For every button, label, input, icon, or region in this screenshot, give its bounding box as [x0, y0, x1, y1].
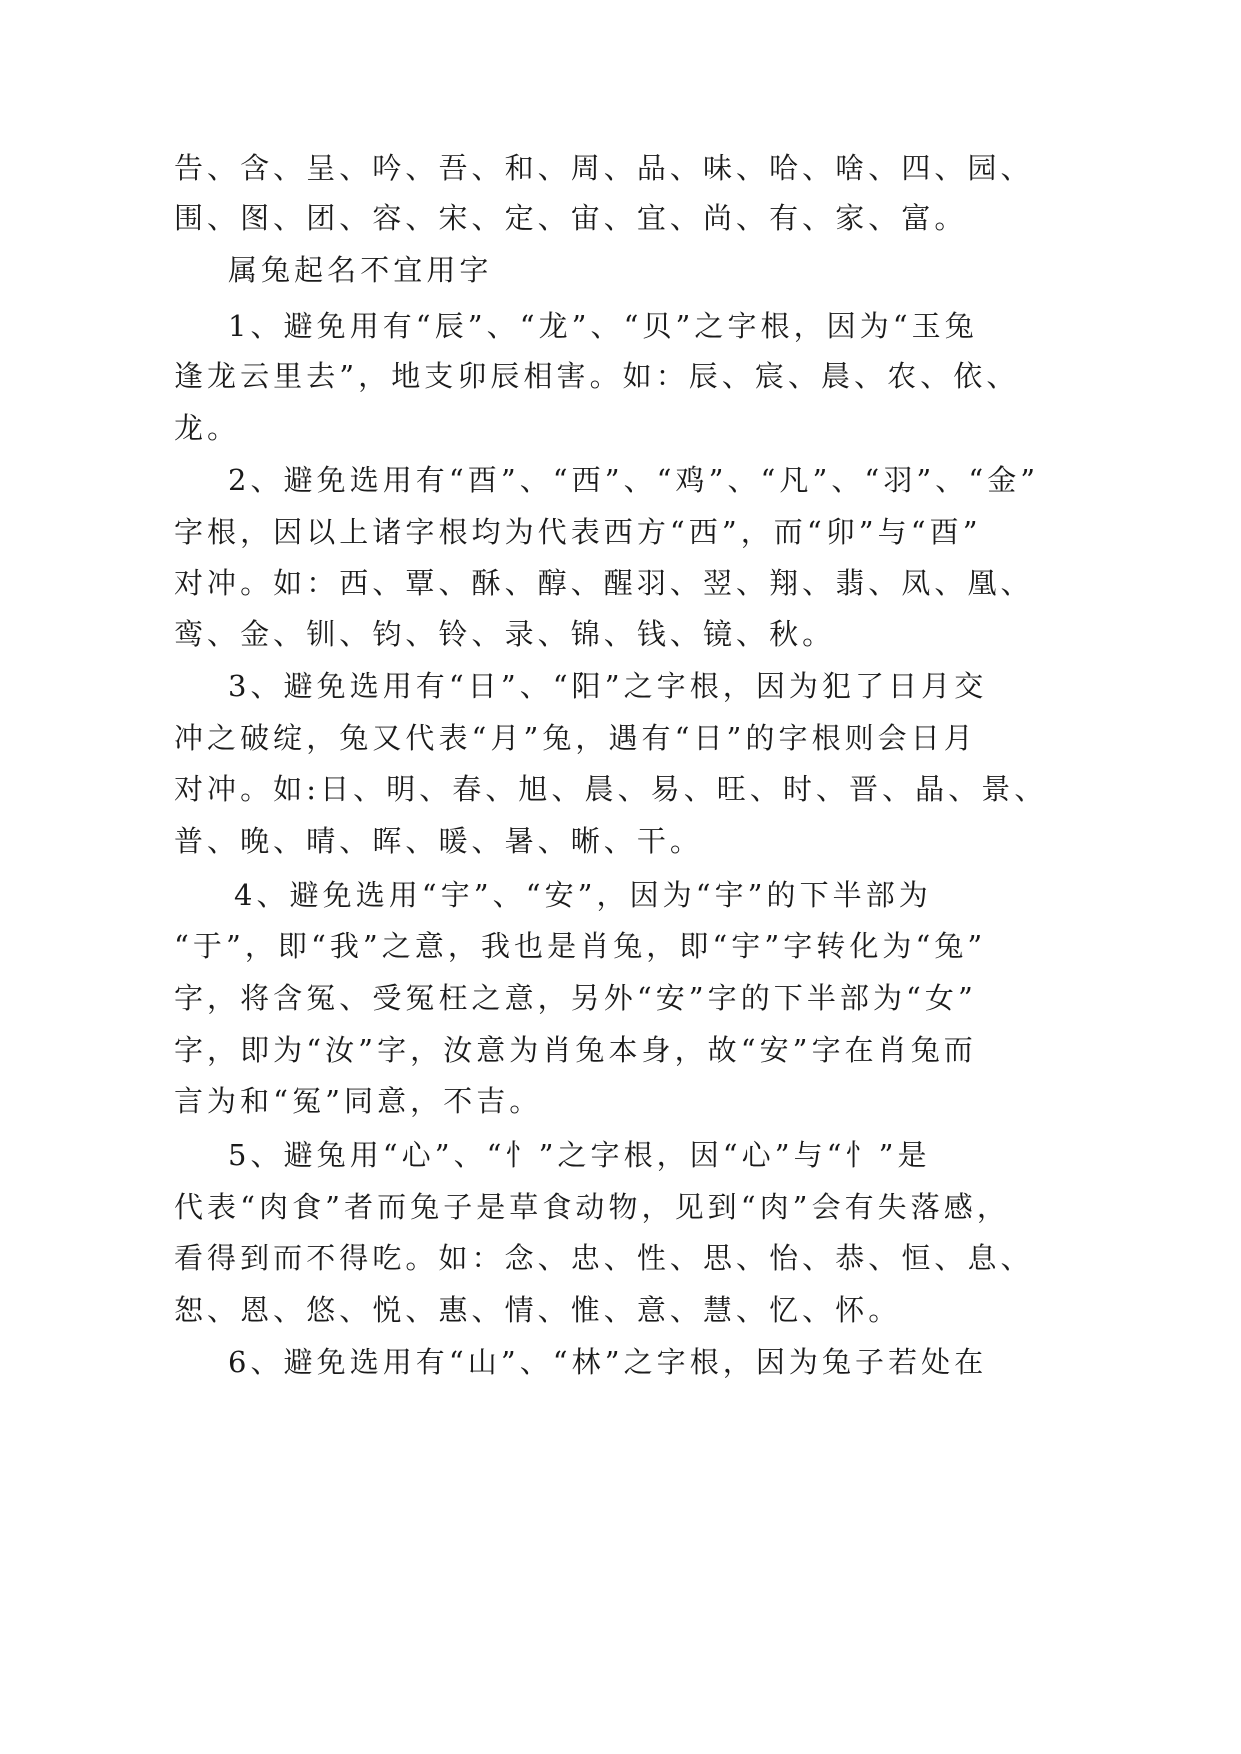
item-4-line: 4、避免选用“宇”、“安”，因为“宇”的下半部为 [234, 878, 932, 912]
item-2-line: 字根，因以上诸字根均为代表西方“西”，而“卯”与“酉” [174, 515, 982, 549]
item-5-line: 看得到而不得吃。如：念、忠、性、思、怡、恭、恒、息、 [174, 1241, 1034, 1275]
item-3-line: 冲之破绽，兔又代表“月”兔，遇有“日”的字根则会日月 [174, 721, 977, 755]
item-5-line: 代表“肉食”者而兔子是草食动物，见到“肉”会有失落感， [174, 1190, 1010, 1224]
item-5-line: 5、避兔用“心”、“忄”之字根，因“心”与“忄”是 [228, 1138, 931, 1172]
item-1-line: 1、避免用有“辰”、“龙”、“贝”之字根，因为“玉兔 [228, 309, 978, 343]
item-4-line: 言为和“冤”同意，不吉。 [174, 1084, 543, 1118]
item-5-line: 恕、恩、悠、悦、惠、情、惟、意、慧、忆、怀。 [174, 1293, 902, 1327]
intro-line: 告、含、呈、吟、吾、和、周、品、味、哈、啥、四、园、 [174, 151, 1034, 185]
item-1-line: 逢龙云里去”，地支卯辰相害。如：辰、宸、晨、农、依、 [174, 359, 1020, 393]
item-4-line: 字，即为“汝”字，汝意为肖兔本身，故“安”字在肖兔而 [174, 1033, 977, 1067]
item-4-line: “于”，即“我”之意，我也是肖兔，即“宇”字转化为“兔” [174, 929, 987, 963]
item-2-line: 鸾、金、钏、钧、铃、录、锦、钱、镜、秋。 [174, 617, 836, 651]
item-2-line: 对冲。如：西、覃、酥、醇、醒羽、翌、翔、翡、凤、凰、 [174, 566, 1034, 600]
item-6-line: 6、避免选用有“山”、“林”之字根，因为兔子若处在 [228, 1345, 988, 1379]
intro-line: 围、图、团、容、宋、定、宙、宜、尚、有、家、富。 [174, 201, 968, 235]
item-3-line: 对冲。如:日、明、春、旭、晨、易、旺、时、晋、晶、景、 [174, 772, 1048, 806]
item-3-line: 3、避免选用有“日”、“阳”之字根，因为犯了日月交 [228, 669, 988, 703]
item-3-line: 普、晚、晴、晖、暖、暑、晰、干。 [174, 824, 703, 858]
item-2-line: 2、避免选用有“酉”、“西”、“鸡”、“凡”、“羽”、“金” [228, 463, 1040, 497]
item-4-line: 字，将含冤、受冤枉之意，另外“安”字的下半部为“女” [174, 981, 977, 1015]
item-1-line: 龙。 [174, 411, 241, 445]
section-heading: 属兔起名不宜用字 [228, 253, 493, 287]
